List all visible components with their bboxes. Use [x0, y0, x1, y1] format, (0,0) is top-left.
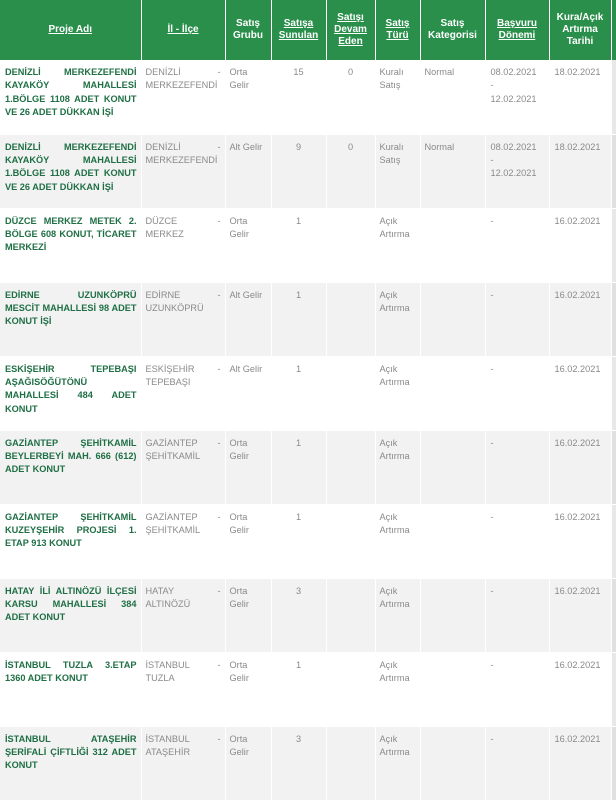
- il-ilce-separator: -: [217, 733, 221, 744]
- project-name-link[interactable]: İSTANBUL ATAŞEHİR ŞERİFALİ ÇİFTLİĞİ 312 ADET KONUT: [0, 726, 141, 800]
- il-ilce-separator: -: [217, 437, 221, 448]
- table-row: [0, 282, 616, 356]
- sales-group-cell: Orta Gelir: [225, 504, 271, 578]
- header-satisa-sunulan[interactable]: [271, 0, 326, 60]
- application-start: 08.02.2021: [490, 141, 537, 152]
- ilce-name: ŞEHİTKAMİL: [145, 524, 201, 535]
- location-cell: [141, 430, 225, 504]
- sales-category-cell: [420, 356, 485, 430]
- ongoing-count-cell: [326, 356, 375, 430]
- sales-type-cell: Kuralı Satış: [375, 134, 420, 208]
- overflow-column-cell: [611, 134, 616, 208]
- lottery-date-cell: 16.02.2021: [549, 208, 611, 282]
- application-end: 12.02.2021: [490, 93, 537, 104]
- overflow-column-cell: [611, 60, 616, 134]
- il-name: GAZİANTEP: [145, 437, 198, 448]
- sales-group-cell: Orta Gelir: [225, 652, 271, 726]
- overflow-column-cell: [611, 356, 616, 430]
- ilce-name: UZUNKÖPRÜ: [145, 302, 204, 313]
- application-separator: -: [490, 154, 494, 165]
- il-name: DÜZCE: [145, 215, 178, 226]
- application-end: 12.02.2021: [490, 168, 537, 179]
- sales-category-cell: [420, 504, 485, 578]
- offered-count-cell: 1: [271, 430, 326, 504]
- sales-category-cell: [420, 652, 485, 726]
- location-cell: [141, 356, 225, 430]
- application-period-cell: [485, 356, 549, 430]
- sales-group-cell: Orta Gelir: [225, 60, 271, 134]
- sales-group-cell: Orta Gelir: [225, 430, 271, 504]
- project-name-link[interactable]: ESKİŞEHİR TEPEBAŞI AŞAĞISÖĞÜTÖNÜ MAHALLESİ 484 ADET KONUT: [0, 356, 141, 430]
- sales-type-cell: Açık Artırma: [375, 504, 420, 578]
- application-start: -: [490, 511, 494, 522]
- sales-type-cell: Açık Artırma: [375, 578, 420, 652]
- lottery-date-cell: 16.02.2021: [549, 504, 611, 578]
- sort-basvuru-donemi[interactable]: Başvuru Dönemi: [496, 18, 537, 41]
- ongoing-count-cell: [326, 578, 375, 652]
- project-name-link[interactable]: DENİZLİ MERKEZEFENDİ KAYAKÖY MAHALLESİ 1.BÖLGE 1108 ADET KONUT VE 26 ADET DÜKKAN İŞİ: [0, 134, 141, 208]
- project-name-link[interactable]: DÜZCE MERKEZ METEK 2. BÖLGE 608 KONUT, TİCARET MERKEZİ: [0, 208, 141, 282]
- ilce-name: ŞEHİTKAMİL: [145, 450, 201, 461]
- offered-count-cell: 3: [271, 578, 326, 652]
- lottery-date-cell: 16.02.2021: [549, 652, 611, 726]
- table-row: [0, 134, 616, 208]
- project-name-link[interactable]: DENİZLİ MERKEZEFENDİ KAYAKÖY MAHALLESİ 1.BÖLGE 1108 ADET KONUT VE 26 ADET DÜKKAN İŞİ: [0, 60, 141, 134]
- ilce-name: MERKEZEFENDİ: [145, 154, 218, 165]
- project-name-link[interactable]: GAZİANTEP ŞEHİTKAMİL BEYLERBEYİ MAH. 666 (612) ADET KONUT: [0, 430, 141, 504]
- application-period-cell: [485, 652, 549, 726]
- sales-type-cell: Açık Artırma: [375, 356, 420, 430]
- lottery-date-cell: 16.02.2021: [549, 356, 611, 430]
- sales-type-cell: Açık Artırma: [375, 208, 420, 282]
- overflow-column-cell: [611, 726, 616, 800]
- application-start: -: [490, 215, 494, 226]
- ongoing-count-cell: [326, 282, 375, 356]
- sales-group-cell: Orta Gelir: [225, 208, 271, 282]
- il-ilce-separator: -: [217, 215, 221, 226]
- il-ilce-separator: -: [217, 363, 221, 374]
- kura-tarihi-label: Kura/Açık Artırma Tarihi: [556, 12, 604, 47]
- table-row: [0, 60, 616, 134]
- sales-type-cell: Açık Artırma: [375, 282, 420, 356]
- application-start: -: [490, 437, 494, 448]
- header-satisi-devam-eden[interactable]: [326, 0, 375, 60]
- ilce-name: ATAŞEHİR: [145, 746, 191, 757]
- il-ilce-separator: -: [217, 511, 221, 522]
- offered-count-cell: 1: [271, 652, 326, 726]
- table-row: [0, 652, 616, 726]
- header-proje-adi[interactable]: [0, 0, 141, 60]
- il-name: EDİRNE: [145, 289, 181, 300]
- location-cell: [141, 652, 225, 726]
- table-body: [0, 60, 616, 800]
- lottery-date-cell: 18.02.2021: [549, 134, 611, 208]
- sales-category-cell: [420, 430, 485, 504]
- ilce-name: MERKEZEFENDİ: [145, 80, 218, 91]
- lottery-date-cell: 18.02.2021: [549, 60, 611, 134]
- application-separator: -: [490, 80, 494, 91]
- ilce-name: MERKEZ: [145, 228, 184, 239]
- offered-count-cell: 1: [271, 356, 326, 430]
- sales-type-cell: Kuralı Satış: [375, 60, 420, 134]
- ongoing-count-cell: 0: [326, 134, 375, 208]
- satis-kategorisi-label: Satış Kategorisi: [428, 18, 477, 41]
- application-start: -: [490, 289, 494, 300]
- header-satis-kategorisi: [420, 0, 485, 60]
- sort-proje-adi[interactable]: Proje Adı: [48, 24, 93, 35]
- ongoing-count-cell: [326, 208, 375, 282]
- table-row: [0, 504, 616, 578]
- ongoing-count-cell: 0: [326, 60, 375, 134]
- sales-type-cell: Açık Artırma: [375, 430, 420, 504]
- ilce-name: ALTINÖZÜ: [145, 598, 191, 609]
- location-cell: [141, 282, 225, 356]
- ongoing-count-cell: [326, 430, 375, 504]
- sort-satisi-devam-eden[interactable]: Satışı Devam Eden: [334, 12, 367, 47]
- offered-count-cell: 1: [271, 504, 326, 578]
- header-satis-grubu: [225, 0, 271, 60]
- application-period-cell: [485, 578, 549, 652]
- sort-satis-turu[interactable]: Satış Türü: [385, 18, 410, 41]
- header-il-ilce[interactable]: [141, 0, 225, 60]
- location-cell: [141, 504, 225, 578]
- il-ilce-separator: -: [217, 659, 221, 670]
- ilce-name: TEPEBAŞI: [145, 376, 191, 387]
- application-period-cell: [485, 282, 549, 356]
- table-row: [0, 208, 616, 282]
- application-start: 08.02.2021: [490, 67, 537, 77]
- il-ilce-separator: -: [217, 585, 221, 596]
- sales-category-cell: [420, 578, 485, 652]
- overflow-column-cell: [611, 578, 616, 652]
- il-name: İSTANBUL: [145, 733, 190, 744]
- header-kura-tarihi: [549, 0, 611, 60]
- application-start: -: [490, 585, 494, 596]
- location-cell: [141, 208, 225, 282]
- sales-group-cell: Orta Gelir: [225, 578, 271, 652]
- satis-grubu-label: Satış Grubu: [233, 18, 263, 41]
- sales-group-cell: Alt Gelir: [225, 134, 271, 208]
- application-period-cell: [485, 430, 549, 504]
- il-ilce-separator: -: [217, 141, 221, 152]
- location-cell: [141, 578, 225, 652]
- sales-group-cell: Alt Gelir: [225, 356, 271, 430]
- il-ilce-separator: -: [217, 289, 221, 300]
- lottery-date-cell: 16.02.2021: [549, 282, 611, 356]
- il-name: HATAY: [145, 585, 175, 596]
- header-basvuru-donemi[interactable]: [485, 0, 549, 60]
- ongoing-count-cell: [326, 652, 375, 726]
- location-cell: [141, 134, 225, 208]
- table-header-row: [0, 0, 616, 60]
- sales-category-cell: Normal: [420, 60, 485, 134]
- sales-category-cell: [420, 726, 485, 800]
- sales-type-cell: Açık Artırma: [375, 652, 420, 726]
- il-name: ESKİŞEHİR: [145, 363, 195, 374]
- lottery-date-cell: 16.02.2021: [549, 430, 611, 504]
- project-name-link[interactable]: İSTANBUL TUZLA 3.ETAP 1360 ADET KONUT: [0, 652, 141, 726]
- sales-category-cell: Normal: [420, 134, 485, 208]
- application-period-cell: [485, 504, 549, 578]
- application-period-cell: [485, 208, 549, 282]
- application-period-cell: [485, 726, 549, 800]
- application-start: -: [490, 363, 494, 374]
- table-row: [0, 430, 616, 504]
- table-row: [0, 578, 616, 652]
- il-name: DENİZLİ: [145, 141, 181, 152]
- ongoing-count-cell: [326, 504, 375, 578]
- location-cell: [141, 60, 225, 134]
- sort-satisa-sunulan[interactable]: Satışa Sunulan: [278, 18, 319, 41]
- application-period-cell: [485, 134, 549, 208]
- offered-count-cell: 9: [271, 134, 326, 208]
- sort-il-ilce[interactable]: İl - İlçe: [167, 24, 199, 35]
- application-start: -: [490, 733, 494, 744]
- application-period-cell: [485, 60, 549, 134]
- il-name: DENİZLİ: [145, 67, 181, 77]
- application-start: -: [490, 659, 494, 670]
- location-cell: [141, 726, 225, 800]
- overflow-column-cell: [611, 208, 616, 282]
- overflow-column-cell: [611, 430, 616, 504]
- sales-category-cell: [420, 282, 485, 356]
- overflow-column-cell: [611, 282, 616, 356]
- header-overflow-column: [611, 0, 616, 60]
- ongoing-count-cell: [326, 726, 375, 800]
- il-ilce-separator: -: [217, 67, 221, 77]
- il-name: GAZİANTEP: [145, 511, 198, 522]
- table-row: [0, 356, 616, 430]
- header-satis-turu[interactable]: [375, 0, 420, 60]
- table-row: [0, 726, 616, 800]
- il-name: İSTANBUL: [145, 659, 190, 670]
- lottery-date-cell: 16.02.2021: [549, 578, 611, 652]
- lottery-date-cell: 16.02.2021: [549, 726, 611, 800]
- offered-count-cell: 1: [271, 208, 326, 282]
- sales-group-cell: Alt Gelir: [225, 282, 271, 356]
- offered-count-cell: 3: [271, 726, 326, 800]
- offered-count-cell: 1: [271, 282, 326, 356]
- sales-group-cell: Orta Gelir: [225, 726, 271, 800]
- sales-type-cell: Açık Artırma: [375, 726, 420, 800]
- overflow-column-cell: [611, 504, 616, 578]
- overflow-column-cell: [611, 652, 616, 726]
- project-name-link[interactable]: EDİRNE UZUNKÖPRÜ MESCİT MAHALLESİ 98 ADET KONUT İŞİ: [0, 282, 141, 356]
- project-name-link[interactable]: GAZİANTEP ŞEHİTKAMİL KUZEYŞEHİR PROJESİ 1. ETAP 913 KONUT: [0, 504, 141, 578]
- sales-category-cell: [420, 208, 485, 282]
- offered-count-cell: 15: [271, 60, 326, 134]
- project-name-link[interactable]: HATAY İLİ ALTINÖZÜ İLÇESİ KARSU MAHALLESİ 384 ADET KONUT: [0, 578, 141, 652]
- ilce-name: TUZLA: [145, 672, 175, 683]
